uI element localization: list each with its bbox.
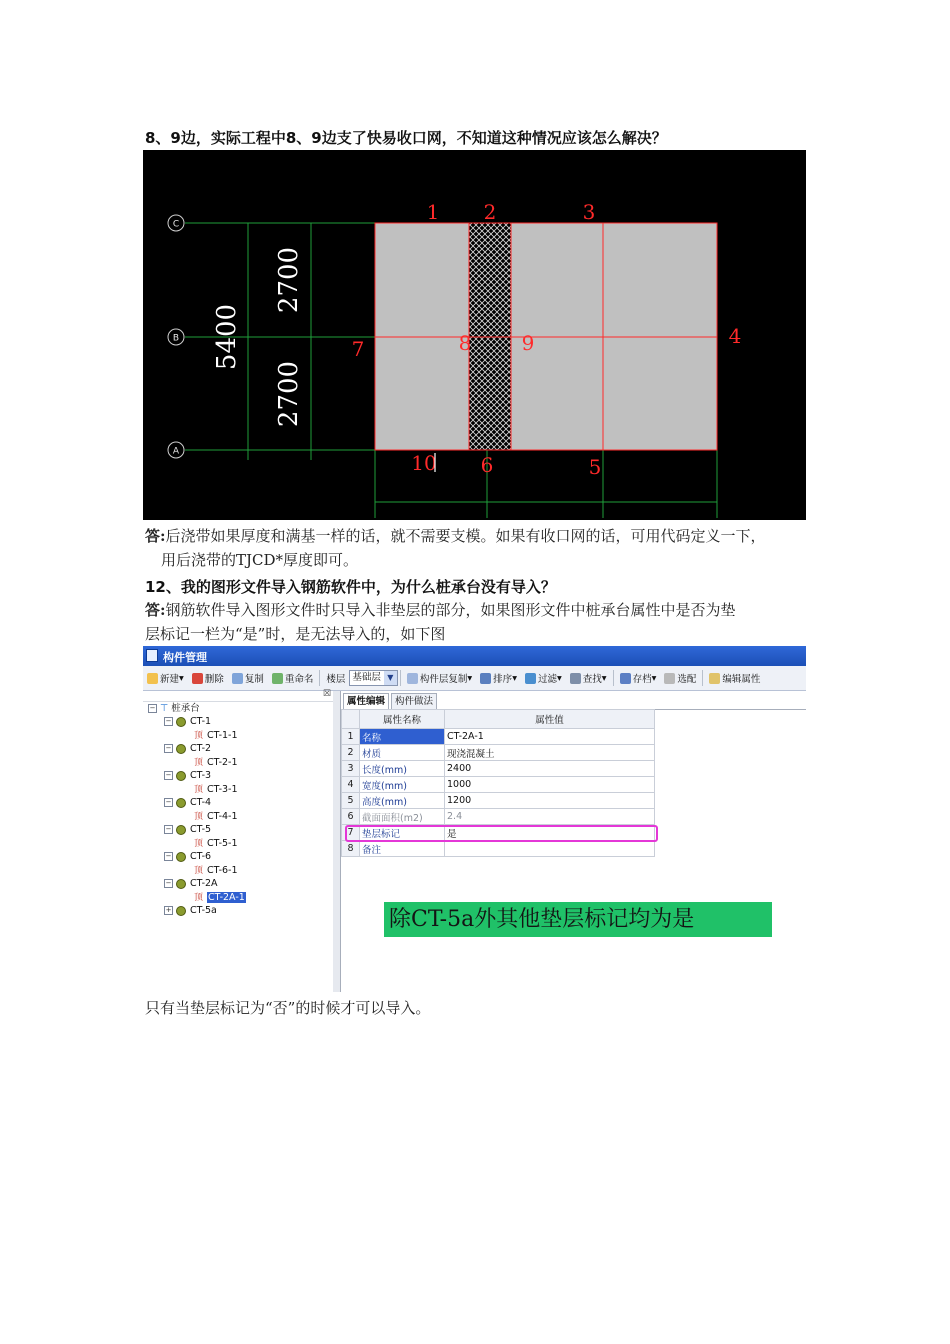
answer-1-label: 答: — [145, 527, 166, 545]
copy-button[interactable] — [228, 668, 268, 688]
delete-button[interactable] — [188, 668, 228, 688]
tree-group-label: CT-5 — [190, 824, 212, 835]
tree-group-label: CT-2A — [190, 878, 218, 889]
rename-icon — [272, 673, 283, 684]
row-number: 4 — [342, 777, 360, 793]
tree-item-label: CT-5-1 — [207, 838, 238, 849]
column-header-name: 属性名称 — [360, 710, 445, 729]
tree-item-label: CT-3-1 — [207, 784, 238, 795]
pick-label: 选配 — [677, 674, 697, 685]
floor-copy-label: 构件层复制 — [419, 674, 468, 685]
instance-icon: 顶 — [194, 731, 204, 741]
delete-label: 删除 — [204, 674, 224, 685]
component-icon — [176, 744, 186, 754]
edge-label-8: 8 — [458, 331, 472, 355]
answer-2-line2: 层标记一栏为“是”时，是无法导入的，如下图 — [145, 625, 446, 643]
row-number: 5 — [342, 793, 360, 809]
axis-a-bubble — [168, 442, 184, 458]
question-heading-1: 8、9边，实际工程中8、9边支了快易收口网，不知道这种情况应该怎么解决？ — [145, 129, 667, 147]
collapse-icon[interactable]: − — [149, 704, 156, 712]
property-value[interactable]: 现浇混凝土 — [445, 745, 655, 761]
row-number: 6 — [342, 809, 360, 825]
edit-props-button[interactable] — [705, 668, 764, 688]
filter-label: 过滤 — [537, 674, 557, 685]
copy-label: 复制 — [244, 674, 264, 685]
edge-label-5: 5 — [588, 455, 602, 479]
toolbar-separator — [613, 670, 614, 686]
row-number: 2 — [342, 745, 360, 761]
answer-1-line2: 用后浇带的TJCD*厚度即可。 — [161, 551, 359, 569]
tree-group-ct-6[interactable] — [164, 850, 211, 863]
property-name: 备注 — [360, 841, 445, 857]
component-icon — [176, 717, 186, 727]
tree-group-label: CT-6 — [190, 851, 212, 862]
property-value[interactable] — [445, 841, 655, 857]
instance-icon: 顶 — [194, 812, 204, 822]
table-header-row — [342, 710, 655, 729]
collapse-icon[interactable]: − — [165, 771, 172, 779]
axis-c-bubble — [168, 215, 184, 231]
property-name: 长度(mm) — [360, 761, 445, 777]
component-icon — [176, 771, 186, 781]
tab-property-edit[interactable]: 属性编辑 — [343, 693, 389, 710]
find-icon — [570, 673, 581, 684]
collapse-icon[interactable]: − — [165, 717, 172, 725]
toolbar-separator — [702, 670, 703, 686]
answer-1 — [145, 524, 766, 572]
tree-item-label: CT-4-1 — [207, 811, 238, 822]
edge-label-1: 1 — [426, 200, 440, 224]
tree-item-ct-1-1[interactable] — [194, 729, 238, 742]
tree-group-ct-3[interactable] — [164, 769, 211, 782]
floor-label: 楼层 — [326, 674, 346, 685]
tree-group-label: CT-5a — [190, 905, 217, 916]
tree-group-label: CT-3 — [190, 770, 212, 781]
table-row[interactable] — [342, 761, 655, 777]
table-row[interactable] — [342, 841, 655, 857]
toolbar-separator — [400, 670, 401, 686]
property-value: 2.4 — [445, 809, 655, 825]
sort-label: 排序 — [493, 674, 513, 685]
edit-props-label: 编辑属性 — [722, 674, 761, 685]
tree-item-ct-2-1[interactable] — [194, 756, 238, 769]
tree-root[interactable] — [148, 702, 200, 715]
tree-group-ct-5[interactable] — [164, 823, 211, 836]
sort-button[interactable]: 排序 ▾ — [476, 668, 521, 688]
tab-component-method[interactable]: 构件做法 — [391, 693, 437, 709]
property-name: 垫层标记 — [360, 825, 445, 841]
edge-label-10: 10 — [411, 451, 437, 475]
component-icon — [176, 798, 186, 808]
instance-icon: 顶 — [194, 785, 204, 795]
pick-icon — [664, 673, 675, 684]
row-number: 8 — [342, 841, 360, 857]
close-icon[interactable]: ☒ — [322, 689, 331, 699]
delete-icon — [192, 673, 203, 684]
pile-cap-icon: ⊤ — [160, 703, 169, 714]
tree-item-selected-label: CT-2A-1 — [208, 892, 245, 903]
property-value[interactable]: CT-2A-1 — [445, 729, 655, 745]
pick-button[interactable] — [660, 668, 700, 688]
row-number-header — [342, 710, 360, 729]
window-titlebar — [143, 646, 806, 666]
floor-copy-button[interactable]: 构件层复制 ▾ — [403, 668, 476, 688]
axis-c-label: C — [172, 219, 180, 230]
tree-item-ct-4-1[interactable] — [194, 810, 238, 823]
expand-icon[interactable]: + — [165, 906, 172, 914]
property-name: 截面面积(m2) — [360, 809, 445, 825]
tree-group-ct-5a[interactable] — [164, 904, 217, 917]
property-value[interactable]: 1200 — [445, 793, 655, 809]
collapse-icon[interactable]: − — [165, 798, 172, 806]
edge-label-7: 7 — [351, 337, 365, 361]
property-value[interactable]: 2400 — [445, 761, 655, 777]
component-icon — [176, 825, 186, 835]
answer-2-label: 答: — [145, 601, 166, 619]
edit-props-icon — [709, 673, 720, 684]
tree-group-label: CT-4 — [190, 797, 212, 808]
table-row[interactable] — [342, 809, 655, 825]
instance-icon: 顶 — [194, 758, 204, 768]
new-icon — [147, 673, 158, 684]
floor-value: 基础层 — [352, 672, 381, 683]
component-icon — [176, 852, 186, 862]
axis-b-label: B — [172, 333, 180, 344]
collapse-icon[interactable]: − — [165, 744, 172, 752]
save-icon — [620, 673, 631, 684]
collapse-icon[interactable]: − — [165, 825, 172, 833]
property-name: 宽度(mm) — [360, 777, 445, 793]
tree-group-label: CT-1 — [190, 716, 212, 727]
property-table — [341, 709, 655, 857]
property-name: 材质 — [360, 745, 445, 761]
tree-group-ct-1[interactable] — [164, 715, 211, 728]
toolbar — [143, 666, 806, 691]
answer-2-line1: 钢筋软件导入图形文件时只导入非垫层的部分，如果图形文件中桩承台属性中是否为垫 — [165, 601, 736, 619]
filter-icon — [525, 673, 536, 684]
tree-item-ct-2a-1[interactable] — [194, 891, 246, 904]
edge-label-4: 4 — [728, 324, 742, 348]
dim-lower: 2700 — [274, 360, 304, 428]
row-number: 3 — [342, 761, 360, 777]
floor-select[interactable] — [349, 670, 398, 686]
tree-item-label: CT-6-1 — [207, 865, 238, 876]
answer-2 — [145, 598, 736, 646]
instance-icon: 顶 — [194, 893, 204, 903]
dim-upper: 2700 — [274, 246, 304, 314]
edge-label-6: 6 — [480, 453, 494, 477]
conclusion-text: 只有当垫层标记为“否”的时候才可以导入。 — [145, 999, 431, 1017]
axis-a-label: A — [172, 446, 180, 457]
new-label: 新建 — [160, 674, 180, 685]
tree-item-ct-6-1[interactable] — [194, 864, 238, 877]
tree-item-ct-3-1[interactable] — [194, 783, 238, 796]
dim-total: 5400 — [212, 303, 242, 371]
collapse-icon[interactable]: − — [165, 879, 172, 887]
rename-button[interactable] — [268, 668, 318, 688]
component-manager-window — [143, 646, 806, 992]
table-row[interactable] — [342, 745, 655, 761]
tab-bar — [341, 691, 806, 710]
tree-root-label: 桩承台 — [171, 703, 200, 714]
tree-group-label: CT-2 — [190, 743, 212, 754]
save-label: 存档 — [632, 674, 652, 685]
table-row[interactable] — [342, 793, 655, 809]
row-number: 1 — [342, 729, 360, 745]
collapse-icon[interactable]: − — [165, 852, 172, 860]
edge-label-3: 3 — [582, 200, 596, 224]
answer-1-line1: 后浇带如果厚度和满基一样的话，就不需要支模。如果有收口网的话，可用代码定义一下， — [165, 527, 766, 545]
axis-b-bubble — [168, 329, 184, 345]
property-name: 高度(mm) — [360, 793, 445, 809]
floor-copy-icon — [407, 673, 418, 684]
find-button[interactable]: 查找 ▾ — [566, 668, 611, 688]
question-heading-2: 12、我的图形文件导入钢筋软件中，为什么桩承台没有导入？ — [145, 578, 556, 596]
find-label: 查找 — [582, 674, 602, 685]
row-number: 7 — [342, 825, 360, 841]
edge-label-9: 9 — [521, 331, 535, 355]
component-icon — [176, 879, 186, 889]
panel-splitter[interactable] — [333, 691, 341, 992]
tree-item-label: CT-1-1 — [207, 730, 238, 741]
edge-label-2: 2 — [483, 200, 497, 224]
save-button[interactable]: 存档 ▾ — [616, 668, 661, 688]
tree-item-ct-5-1[interactable] — [194, 837, 238, 850]
table-row[interactable] — [342, 777, 655, 793]
instance-icon: 顶 — [194, 839, 204, 849]
copy-icon — [232, 673, 243, 684]
component-tree — [143, 691, 334, 992]
property-value[interactable]: 1000 — [445, 777, 655, 793]
property-value[interactable]: 是 — [445, 825, 655, 841]
instance-icon: 顶 — [194, 866, 204, 876]
table-row[interactable] — [342, 825, 655, 841]
filter-button[interactable]: 过滤 ▾ — [521, 668, 566, 688]
property-name: 名称 — [360, 729, 445, 745]
toolbar-separator — [319, 670, 320, 686]
tree-group-ct-2a[interactable] — [164, 877, 218, 890]
new-button[interactable]: 新建 ▾ — [143, 668, 188, 688]
column-header-value: 属性值 — [445, 710, 655, 729]
tree-group-ct-2[interactable] — [164, 742, 211, 755]
rename-label: 重命名 — [284, 674, 314, 685]
sort-icon — [480, 673, 491, 684]
cad-drawing — [143, 150, 806, 520]
table-row[interactable] — [342, 729, 655, 745]
component-icon — [176, 906, 186, 916]
tree-group-ct-4[interactable] — [164, 796, 211, 809]
window-title: 构件管理 — [163, 651, 207, 664]
app-icon — [146, 649, 158, 662]
callout-note: 除CT-5a外其他垫层标记均为是 — [384, 902, 772, 937]
chevron-down-icon[interactable]: ▼ — [384, 671, 397, 685]
tree-header — [143, 691, 333, 702]
tree-item-label: CT-2-1 — [207, 757, 238, 768]
